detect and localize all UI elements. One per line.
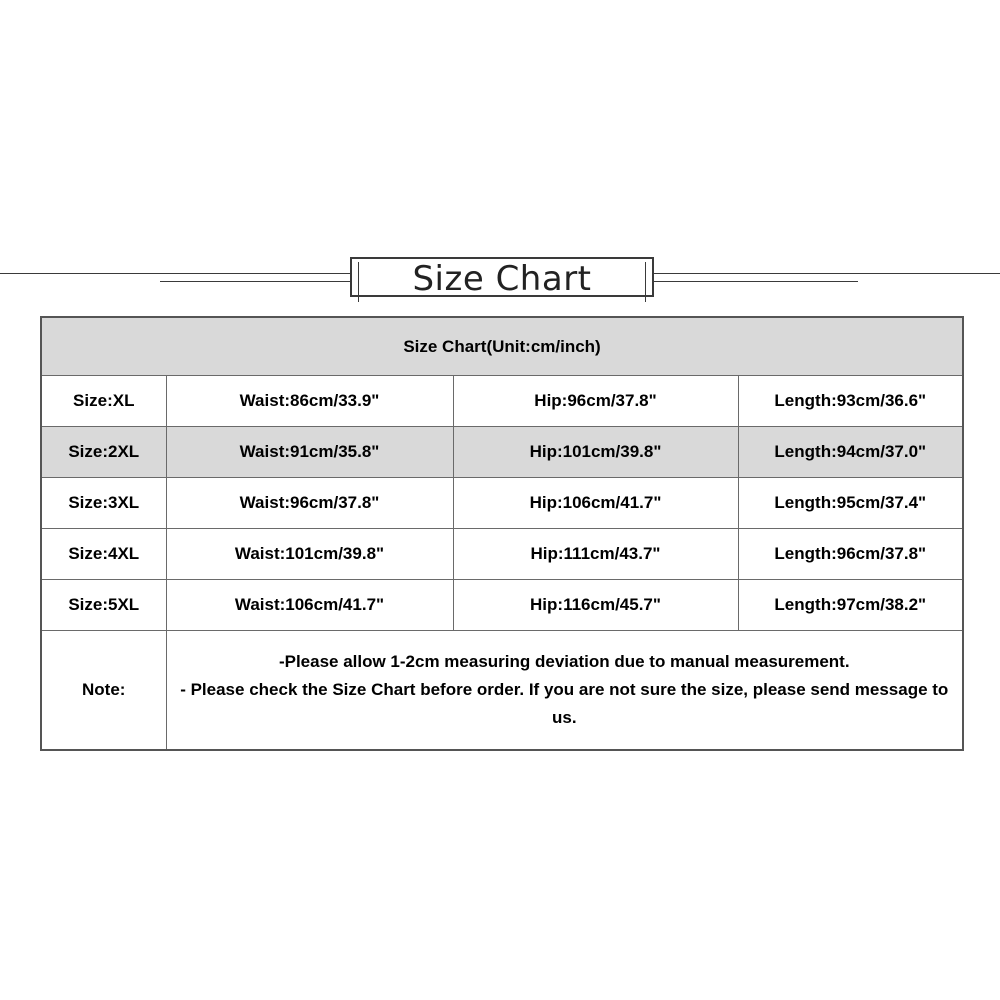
title-rule-right-upper (654, 273, 1000, 274)
waist-cell: Waist:96cm/37.8" (166, 478, 453, 529)
table-row (41, 376, 963, 427)
hip-cell: Hip:106cm/41.7" (453, 478, 738, 529)
table-row (41, 478, 963, 529)
length-cell: Length:95cm/37.4" (738, 478, 963, 529)
length-cell: Length:93cm/36.6" (738, 376, 963, 427)
size-cell: Size:XL (41, 376, 166, 427)
table-row (41, 580, 963, 631)
note-row (41, 631, 963, 751)
note-text (167, 648, 963, 732)
page-title-frame (350, 257, 654, 297)
size-cell: Size:3XL (41, 478, 166, 529)
title-rule-left-lower (160, 281, 350, 282)
size-cell: Size:4XL (41, 529, 166, 580)
page-title: Size Chart (412, 259, 592, 299)
length-cell: Length:97cm/38.2" (738, 580, 963, 631)
hip-cell: Hip:111cm/43.7" (453, 529, 738, 580)
table-header-row (41, 317, 963, 376)
table-row (41, 529, 963, 580)
waist-cell: Waist:106cm/41.7" (166, 580, 453, 631)
size-cell: Size:2XL (41, 427, 166, 478)
length-cell: Length:94cm/37.0" (738, 427, 963, 478)
waist-cell: Waist:86cm/33.9" (166, 376, 453, 427)
note-label: Note: (41, 631, 166, 751)
table-row (41, 427, 963, 478)
note-line-2: - Please check the Size Chart before order. If you are not sure the size, please send message to us. (180, 680, 949, 727)
size-cell: Size:5XL (41, 580, 166, 631)
table-header: Size Chart(Unit:cm/inch) (41, 317, 963, 376)
hip-cell: Hip:96cm/37.8" (453, 376, 738, 427)
hip-cell: Hip:101cm/39.8" (453, 427, 738, 478)
note-line-1: -Please allow 1-2cm measuring deviation due to manual measurement. (278, 652, 850, 671)
waist-cell: Waist:91cm/35.8" (166, 427, 453, 478)
note-content (166, 631, 963, 751)
title-rule-left-upper (0, 273, 350, 274)
length-cell: Length:96cm/37.8" (738, 529, 963, 580)
title-rule-right-lower (654, 281, 858, 282)
size-chart-table (40, 316, 964, 751)
waist-cell: Waist:101cm/39.8" (166, 529, 453, 580)
hip-cell: Hip:116cm/45.7" (453, 580, 738, 631)
